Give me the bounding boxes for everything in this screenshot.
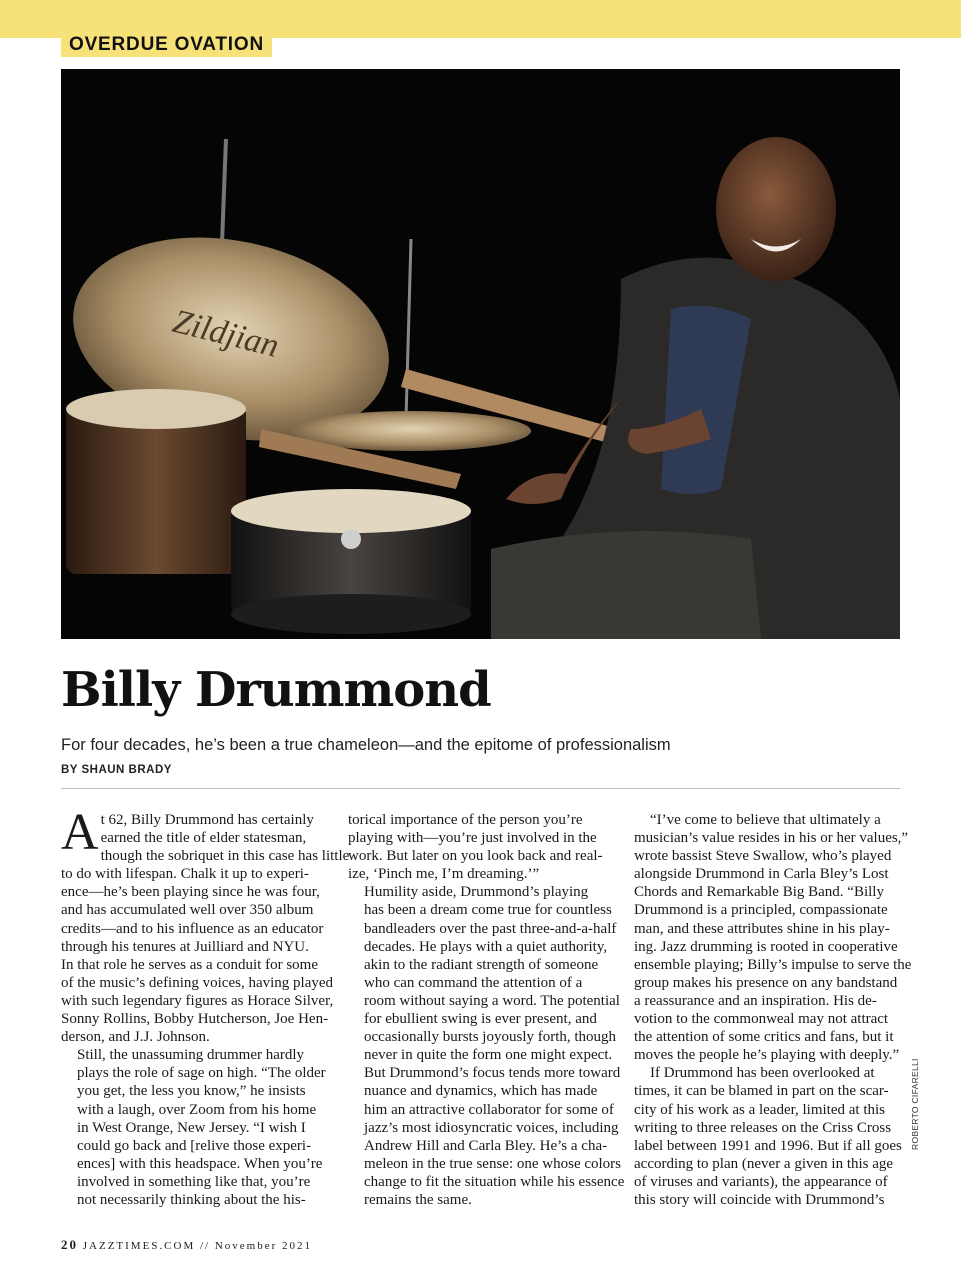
text-line: earned the title of elder statesman, bbox=[100, 830, 307, 847]
text-line: Still, the unassuming drummer hardly bbox=[77, 1047, 305, 1064]
paragraph bbox=[348, 811, 620, 883]
text-line: of the music’s defining voices, having played bbox=[61, 974, 334, 991]
text-line: ences] with this headspace. When you’re bbox=[77, 1155, 323, 1172]
text-line: with such legendary figures as Horace Silver, bbox=[61, 992, 334, 1009]
text-line: Drummond is a principled, compassionate bbox=[634, 902, 888, 919]
text-line: change to fit the situation while his essence bbox=[364, 1173, 625, 1190]
text-line: a reassurance and an inspiration. His de- bbox=[634, 992, 877, 1009]
text-line: “I’ve come to believe that ultimately a bbox=[650, 812, 881, 828]
text-line: ence—he’s been playing since he was four, bbox=[61, 884, 320, 901]
text-line: you get, the less you know,” he insists bbox=[77, 1083, 306, 1100]
paragraph bbox=[634, 1064, 906, 1209]
text-line: and has accumulated well over 350 album bbox=[61, 902, 314, 919]
text-line: meleon in the true sense: one whose colors bbox=[364, 1155, 622, 1172]
text-line: label between 1991 and 1996. But if all goes bbox=[634, 1137, 902, 1154]
text-line: though the sobriquet in this case has little bbox=[100, 848, 350, 865]
page-number: 20 bbox=[61, 1237, 78, 1252]
text-line: writing to three releases on the Criss Cross bbox=[634, 1119, 892, 1136]
article-byline: BY SHAUN BRADY bbox=[61, 764, 172, 776]
text-line: derson, and J.J. Johnson. bbox=[61, 1029, 210, 1046]
hero-photo bbox=[61, 69, 900, 639]
text-line: playing with—you’re just involved in the bbox=[348, 830, 597, 847]
text-line: credits—and to his influence as an educator bbox=[61, 920, 324, 937]
text-line: In that role he serves as a conduit for some bbox=[61, 956, 318, 973]
text-line: the attention of some critics and fans, but it bbox=[634, 1029, 894, 1046]
text-line: moves the people he’s playing with deeply.” bbox=[634, 1047, 900, 1064]
text-line: Andrew Hill and Carla Bley. He’s a cha- bbox=[364, 1137, 608, 1154]
drummer-head bbox=[716, 137, 836, 281]
text-line: ize, ‘Pinch me, I’m dreaming.’” bbox=[348, 866, 540, 883]
text-line: bandleaders over the past three-and-a-half bbox=[364, 920, 617, 937]
article-title: Billy Drummond bbox=[61, 662, 491, 718]
text-line: akin to the radiant strength of someone bbox=[364, 956, 599, 973]
text-line: torical importance of the person you’re bbox=[348, 812, 583, 828]
cymbal-logo: Zildjian bbox=[169, 302, 283, 365]
text-line: group makes his presence on any bandstand bbox=[634, 974, 898, 991]
footer-issue: November 2021 bbox=[214, 1240, 313, 1252]
text-line: jazz’s most idiosyncratic voices, including bbox=[364, 1119, 619, 1136]
text-line: room without saying a word. The potential bbox=[364, 992, 620, 1009]
text-line: not necessarily thinking about the his- bbox=[77, 1191, 306, 1208]
text-line: musician’s value resides in his or her values,” bbox=[634, 830, 909, 847]
text-line: in West Orange, New Jersey. “I wish I bbox=[77, 1119, 306, 1136]
text-line: times, it can be blamed in part on the scar- bbox=[634, 1083, 889, 1100]
text-line: this story will coincide with Drummond’s bbox=[634, 1191, 885, 1208]
text-line: for ebullient swing is ever present, and bbox=[364, 1011, 597, 1028]
drop-cap: A bbox=[61, 804, 99, 861]
text-line: him an attractive collaborator for some of bbox=[364, 1101, 614, 1118]
footer-separator: // bbox=[199, 1240, 211, 1252]
drummer-illustration bbox=[61, 69, 900, 639]
text-line: nuance and dynamics, which has made bbox=[364, 1083, 598, 1100]
text-line: to do with lifespan. Chalk it up to experi- bbox=[61, 866, 309, 883]
text-line: could go back and [relive those experi- bbox=[77, 1137, 312, 1154]
paragraph bbox=[61, 1046, 333, 1209]
section-tag: OVERDUE OVATION bbox=[61, 33, 272, 57]
text-line: decades. He plays with a quiet authority, bbox=[364, 938, 608, 955]
body-column-3 bbox=[634, 811, 912, 1209]
text-line: has been a dream come true for countless bbox=[364, 902, 612, 919]
text-line: who can command the attention of a bbox=[364, 974, 583, 991]
text-line: ensemble playing; Billy’s impulse to serve the bbox=[634, 956, 912, 973]
text-line: man, and these attributes shine in his play- bbox=[634, 920, 890, 937]
paragraph bbox=[634, 811, 912, 1064]
text-line: But Drummond’s focus tends more toward bbox=[364, 1065, 621, 1082]
article-dek: For four decades, he’s been a true chameleon—and the epitome of professionalism bbox=[61, 736, 671, 754]
footer-site: JAZZTIMES.COM bbox=[82, 1240, 196, 1252]
text-line: t 62, Billy Drummond has certainly bbox=[100, 812, 314, 828]
page-footer bbox=[61, 1237, 312, 1253]
text-line: remains the same. bbox=[364, 1191, 472, 1208]
text-line: If Drummond has been overlooked at bbox=[650, 1065, 875, 1082]
text-line: ing. Jazz drumming is rooted in cooperative bbox=[634, 938, 898, 955]
divider-rule bbox=[61, 788, 900, 789]
text-line: alongside Drummond in Carla Bley’s Lost bbox=[634, 866, 889, 883]
text-line: of viruses and variants), the appearance of bbox=[634, 1173, 888, 1190]
paragraph bbox=[348, 883, 625, 1209]
paragraph bbox=[61, 804, 350, 1046]
text-line: according to plan (never a given in this age bbox=[634, 1155, 894, 1172]
text-line: wrote bassist Steve Swallow, who’s played bbox=[634, 848, 892, 865]
text-line: with a laugh, over Zoom from his home bbox=[77, 1101, 317, 1118]
text-line: involved in something like that, you’re bbox=[77, 1173, 311, 1190]
text-line: plays the role of sage on high. “The older bbox=[77, 1065, 326, 1082]
text-line: work. But later on you look back and real- bbox=[348, 848, 603, 865]
text-line: Humility aside, Drummond’s playing bbox=[364, 884, 589, 901]
photo-credit: ROBERTO CIFARELLI bbox=[910, 1058, 920, 1150]
text-line: city of his work as a leader, limited at this bbox=[634, 1101, 886, 1118]
text-line: Chords and Remarkable Big Band. “Billy bbox=[634, 884, 884, 901]
text-line: Sonny Rollins, Bobby Hutcherson, Joe Hen- bbox=[61, 1011, 329, 1028]
text-line: votion to the commonweal may not attract bbox=[634, 1011, 889, 1028]
text-line: through his tenures at Juilliard and NYU. bbox=[61, 938, 309, 955]
text-line: occasionally bursts joyously forth, though bbox=[364, 1029, 617, 1046]
text-line: never in quite the form one might expect. bbox=[364, 1047, 613, 1064]
body-column-2 bbox=[348, 811, 625, 1209]
body-column-1 bbox=[61, 804, 350, 1209]
tom-drum bbox=[66, 404, 246, 574]
